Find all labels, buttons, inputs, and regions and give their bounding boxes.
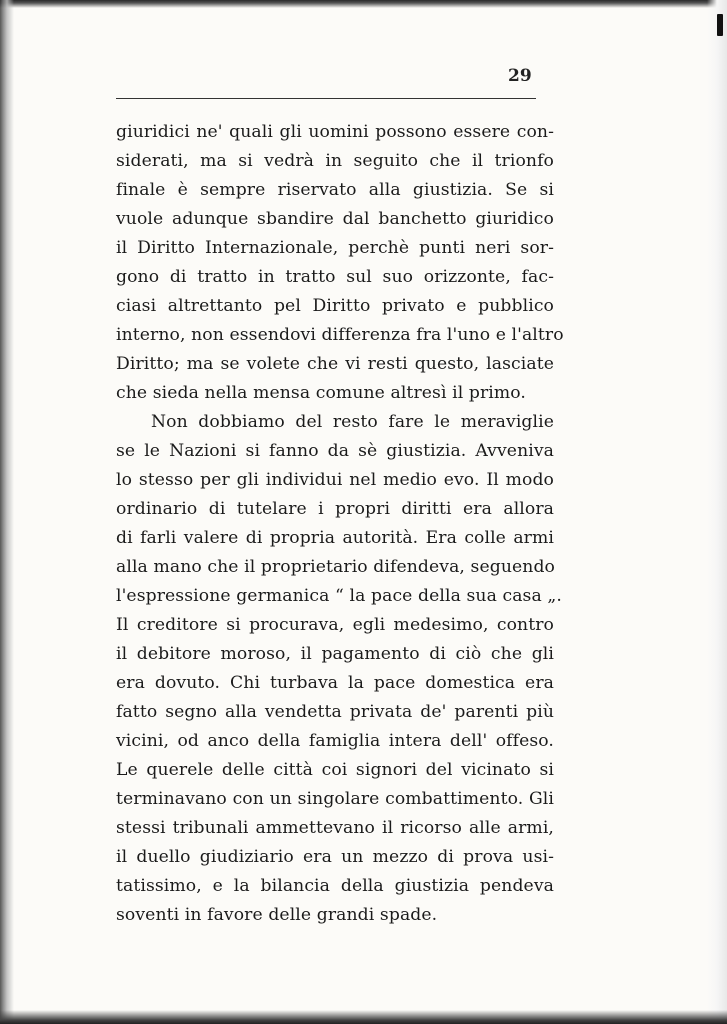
text-line: Non dobbiamo del resto fare le meraviglie	[151, 412, 554, 432]
text-line: il debitore moroso, il pagamento di ciò che gli	[116, 644, 554, 664]
text-line: vicini, od anco della famiglia intera dell' offeso.	[116, 731, 554, 751]
text-line: Le querele delle città coi signori del vicinato si	[116, 760, 554, 780]
text-line: fatto segno alla vendetta privata de' parenti più	[116, 702, 554, 722]
text-line: Diritto; ma se volete che vi resti questo, lasciate	[116, 354, 554, 374]
header-rule	[116, 98, 536, 99]
text-line: vuole adunque sbandire dal banchetto giuridico	[116, 209, 554, 229]
body-text	[116, 118, 564, 930]
text-line: finale è sempre riservato alla giustizia. Se si	[116, 180, 554, 200]
text-line: se le Nazioni si fanno da sè giustizia. Avveniva	[116, 441, 554, 461]
text-line: tatissimo, e la bilancia della giustizia pendeva	[116, 876, 554, 896]
scan-mark	[717, 14, 723, 36]
text-line: gono di tratto in tratto sul suo orizzonte, fac-	[116, 267, 554, 287]
page-number: 29	[508, 66, 532, 86]
text-line: il duello giudiziario era un mezzo di prova usi-	[116, 847, 554, 867]
text-line: soventi in favore delle grandi spade.	[116, 905, 438, 925]
scan-edge-left	[0, 0, 14, 1024]
text-line: ordinario di tutelare i propri diritti era allora	[116, 499, 554, 519]
text-line: il Diritto Internazionale, perchè punti neri sor-	[116, 238, 554, 258]
text-line: giuridici ne' quali gli uomini possono essere con-	[116, 122, 554, 142]
scan-edge-right	[707, 0, 727, 1024]
text-line: ciasi altrettanto pel Diritto privato e pubblico	[116, 296, 554, 316]
text-line: lo stesso per gli individui nel medio evo. Il modo	[116, 470, 554, 490]
text-line: siderati, ma si vedrà in seguito che il trionfo	[116, 151, 554, 171]
text-line: che sieda nella mensa comune altresì il primo.	[116, 383, 526, 403]
scan-edge-bottom	[0, 1010, 727, 1024]
scan-edge-top	[0, 0, 727, 8]
text-line: terminavano con un singolare combattimento. Gli	[116, 789, 554, 809]
text-line: alla mano che il proprietario difendeva, seguendo	[116, 557, 556, 577]
text-line: l'espressione germanica “ la pace della sua casa „.	[116, 586, 562, 606]
text-line: era dovuto. Chi turbava la pace domestica era	[116, 673, 554, 693]
text-line: stessi tribunali ammettevano il ricorso alle armi,	[116, 818, 554, 838]
text-line: Il creditore si procurava, egli medesimo, contro	[116, 615, 554, 635]
text-line: di farli valere di propria autorità. Era colle armi	[116, 528, 554, 548]
text-line: interno, non essendovi differenza fra l'uno e l'altro	[116, 325, 564, 345]
